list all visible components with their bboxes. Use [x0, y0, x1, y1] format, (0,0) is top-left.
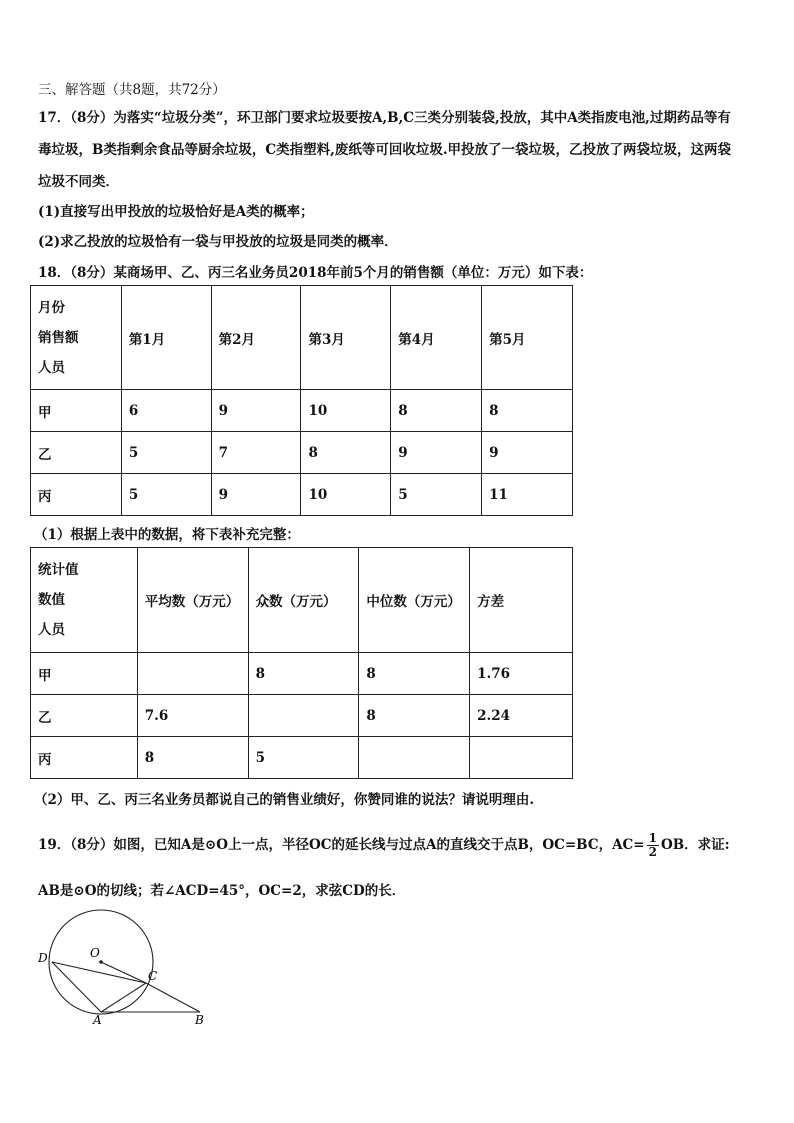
- chord-da: [52, 962, 101, 1012]
- fraction-one-half: [647, 832, 659, 859]
- statistics-table-corner: [31, 548, 138, 653]
- q17-line1: 17．（8分）为落实“垃圾分类”，环卫部门要求垃圾要按A,B,C三类分别装袋,投放，其中A类指废电池,过期药品等有: [38, 110, 731, 126]
- column-header: 中位数（万元）: [359, 548, 470, 653]
- corner-label-statistic: 统计值: [38, 562, 79, 578]
- line-cb: [146, 983, 200, 1012]
- label-a: A: [93, 1013, 102, 1026]
- table-cell: [137, 653, 248, 695]
- column-header: 方差: [470, 548, 573, 653]
- row-label: 乙: [31, 695, 138, 737]
- row-label: 丙: [31, 474, 122, 516]
- table-cell: 9: [211, 390, 301, 432]
- chord-dc: [52, 962, 146, 983]
- q17-line3: 垃圾不同类．: [38, 174, 119, 190]
- table-cell: 5: [121, 432, 211, 474]
- column-header: 第1月: [121, 286, 211, 390]
- table-cell: 10: [301, 390, 391, 432]
- column-header: 第2月: [211, 286, 301, 390]
- table-cell: 1.76: [470, 653, 573, 695]
- row-label: 甲: [31, 653, 138, 695]
- column-header: 第4月: [391, 286, 482, 390]
- q17-line2: 毒垃圾，B类指剩余食品等厨余垃圾，C类指塑料,废纸等可回收垃圾.甲投放了一袋垃圾，乙投放了两袋垃圾，这两袋: [38, 142, 732, 158]
- table-row: [31, 737, 573, 779]
- q18-sub2: （2）甲、乙、丙三名业务员都说自己的销售业绩好，你赞同谁的说法？请说明理由.: [34, 792, 535, 808]
- q18-intro: 18．（8分）某商场甲、乙、丙三名业务员2018年前5个月的销售额（单位：万元）如下表：: [38, 265, 593, 281]
- table-cell: 9: [482, 432, 573, 474]
- table-cell: 8: [391, 390, 482, 432]
- label-c: C: [148, 969, 158, 983]
- corner-label-value: 数值: [38, 592, 65, 608]
- radius-oc: [101, 962, 146, 983]
- table-row: [31, 474, 573, 516]
- table-row: [31, 432, 573, 474]
- table-cell: 8: [359, 695, 470, 737]
- column-header: 众数（万元）: [248, 548, 359, 653]
- table-cell: 2.24: [470, 695, 573, 737]
- geometry-figure: [36, 906, 208, 1026]
- row-label: 乙: [31, 432, 122, 474]
- table-cell: 7.6: [137, 695, 248, 737]
- table-cell: 5: [248, 737, 359, 779]
- table-cell: 5: [391, 474, 482, 516]
- q19-line1-tail: OB．求证:: [660, 837, 730, 853]
- table-cell: 8: [482, 390, 573, 432]
- table-cell: 6: [121, 390, 211, 432]
- statistics-table: [30, 547, 573, 779]
- table-cell: [470, 737, 573, 779]
- corner-label-month: 月份: [38, 299, 65, 316]
- table-cell: 8: [248, 653, 359, 695]
- q18-sub1: （1）根据上表中的数据，将下表补充完整：: [34, 527, 300, 543]
- table-cell: [359, 737, 470, 779]
- table-row: [31, 390, 573, 432]
- row-label: 丙: [31, 737, 138, 779]
- label-b: B: [195, 1013, 204, 1026]
- row-label: 甲: [31, 390, 122, 432]
- table-cell: 9: [211, 474, 301, 516]
- table-row: [31, 653, 573, 695]
- table-cell: 8: [301, 432, 391, 474]
- table-cell: 5: [121, 474, 211, 516]
- q17-sub1: (1)直接写出甲投放的垃圾恰好是A类的概率；: [38, 204, 314, 220]
- table-cell: 8: [359, 653, 470, 695]
- corner-label-person: 人员: [38, 622, 65, 638]
- table-row: [31, 695, 573, 737]
- fraction-denominator: 2: [648, 845, 657, 859]
- fraction-numerator: 1: [648, 831, 657, 845]
- q17-sub2: (2)求乙投放的垃圾恰有一袋与甲投放的垃圾是同类的概率．: [38, 234, 398, 250]
- label-d: D: [38, 951, 48, 965]
- table-cell: 11: [482, 474, 573, 516]
- statistics-table-header-row: [31, 548, 573, 653]
- label-o: O: [90, 946, 100, 960]
- column-header: 第5月: [482, 286, 573, 390]
- sales-table: [30, 285, 573, 516]
- table-cell: 9: [391, 432, 482, 474]
- table-cell: [248, 695, 359, 737]
- sales-table-header-row: [31, 286, 573, 390]
- corner-label-person: 人员: [38, 359, 65, 376]
- sales-table-corner: [31, 286, 122, 390]
- center-point-o: [99, 960, 103, 964]
- table-cell: 8: [137, 737, 248, 779]
- q19-line1: [38, 832, 730, 859]
- column-header: 第3月: [301, 286, 391, 390]
- table-cell: 10: [301, 474, 391, 516]
- column-header: 平均数（万元）: [137, 548, 248, 653]
- q19-line2: AB是⊙O的切线；若∠ACD=45°，OC=2，求弦CD的长．: [38, 883, 406, 899]
- corner-label-sales: 销售额: [38, 329, 79, 346]
- q19-line1-text: 19．（8分）如图，已知A是⊙O上一点，半径OC的延长线与过点A的直线交于点B，OC=BC，AC=: [38, 837, 645, 853]
- section-title: 三、解答题（共8题，共72分）: [38, 82, 226, 98]
- table-cell: 7: [211, 432, 301, 474]
